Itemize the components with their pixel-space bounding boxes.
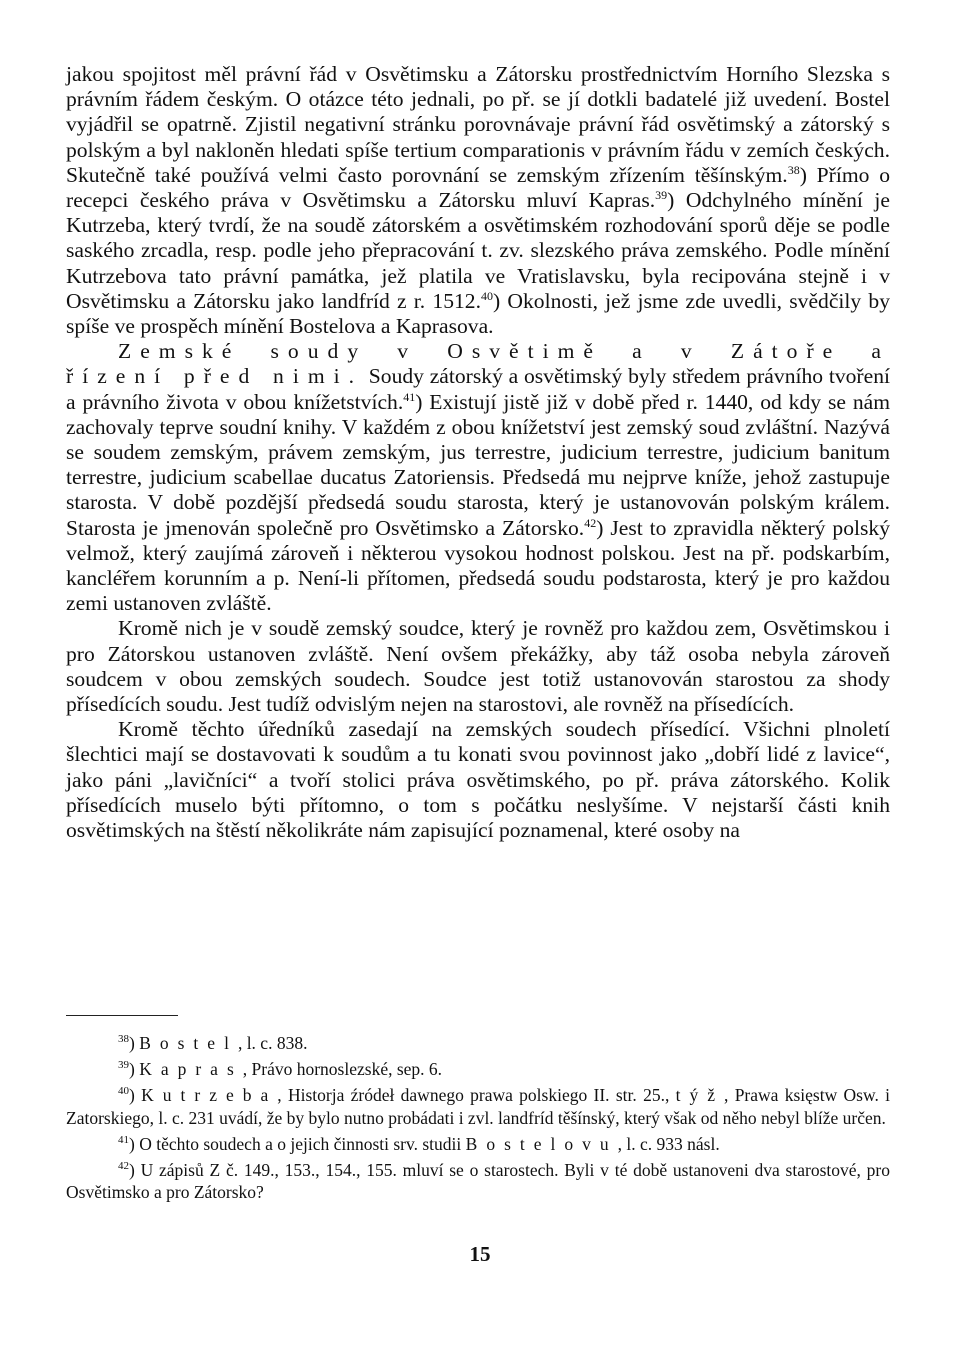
footnote-ref: 39 [118,1059,129,1072]
text-run: , Historja źródeł dawnego prawa polskiego II. str. 25., [277,1085,676,1106]
footnote-ref: 39 [655,187,668,202]
body-text [66,62,890,843]
footnote [66,1058,890,1080]
text-run: ) Odchylného mínění je Kutrzeba, který tvrdí, že na soudě zátorském a osvětimském rozhodování sporů děje se podle saského zrcadla, resp. podle jeho přepracování t. zv. slezského práva zemského. Podle mínění Kutrzebova tato právní památka, jež platila ve Vratislavsku, byla recipována stejně i v Osvětimsku a Zátorsku jako landfríd z r. 1512. [66,188,890,313]
spaced-emphasis: Bostelovu [465,1133,618,1154]
text-run: , Prawa księstw Osw. i Zatorskiego, l. c. 231 uvádí, že by bylo nutno probádati i zvl. landfríd těšínský, který však od něho nebyl blíže určen. [66,1085,891,1128]
paragraph [66,717,890,843]
footnote [66,1159,890,1203]
text-run: ) [129,1085,142,1106]
paragraph [66,616,890,717]
footnote-ref: 41 [403,389,416,404]
text-run: ) Existují jistě již v době před r. 1440, od kdy se nám zachovaly teprve soudní knihy. V každém z obou knížetství jest zemský soud zvláštní. Nazývá se soudem zemským, právem zemským, jus terrestre, judicium terrestre, judicium banitum terrestre, judicium scabellae ducatus Zatoriensis. Předsedá mu nejprve kníže, jehož zastupuje starosta. V době pozdější předsedá soudu starosta, který je ustanovován polským králem. Starosta je jmenován společně pro Osvětimsko a Zátorsko. [66,389,890,540]
footnote-ref: 41 [118,1133,129,1146]
footnote-ref: 42 [118,1160,129,1173]
text-run: Kromě nich je v soudě zemský soudce, který je rovněž pro každou zem, Osvětimskou i pro Zátorskou ustanoven zvláště. Není ovšem překážky, aby táž osoba nebyla zároveň soudcem v obou zemských soudech. Soudce jest totiž ustanovován starostou za shody přísedících soudu. Jest tudíž odvislým nejen na starostovi, ale rovněž na přísedících. [66,616,890,717]
footnote [66,1133,890,1155]
footnote [66,1032,890,1054]
footnote-separator [66,1015,178,1016]
text-run: ) U zápisů Z č. 149., 153., 154., 155. mluví se o starostech. Byli v té době ustanoveni dva starostové, pro Osvětimsko a pro Zátorsko? [66,1160,890,1203]
spaced-emphasis: Bostel [139,1033,238,1053]
footnote-ref: 42 [584,515,597,530]
footnote-ref: 38 [787,162,800,177]
text-run: , l. c. 838. [237,1033,308,1053]
footnote-ref: 40 [481,288,493,303]
spaced-emphasis: Zemské soudy v Osvětimě a v Zátoře a řízení před nimi. [66,339,890,389]
footnote [66,1084,890,1128]
footnote-ref: 38 [118,1033,129,1046]
text-run: , l. c. 933 násl. [617,1133,720,1154]
text-run: , Právo hornoslezské, sep. 6. [242,1059,443,1080]
paragraph [66,339,890,616]
text-run: ) [129,1059,140,1080]
text-run: ) Okolnosti, jež jsme zde uvedli, svědčily by spíše ve prospěch mínění Bostelova a Kaprasova. [66,288,890,339]
text-run: jakou spojitost měl právní řád v Osvětimsku a Zátorsku prostřednictvím Horního Slezska s právním řádem českým. O otázce této jednali, po př. se jí dotkli badatelé již uvedení. Bostel vyjádřil se opatrně. Zjistil negativní stránku porovnávaje právní řád osvětimský a zátorský s polským a byl nakloněn hledati spíše tertium comparationis v právním řádu v zemích českých. Skutečně také používá velmi často porovnání se zemským zřízením těšínským. [66,62,890,187]
footnote-ref: 40 [118,1085,129,1098]
spaced-emphasis: týž [675,1085,725,1106]
page-number: 15 [469,1242,491,1266]
text-run: ) [129,1033,140,1053]
spaced-emphasis: Kapras [139,1059,243,1080]
text-run: Kromě těchto úředníků zasedají na zemských soudech přísedící. Všichni plnoletí šlechtici mají se dostavovati k soudům a tu konati svou povinnost jako „dobří lidé z lavice“, jako páni „lavičníci“ a tvoří stolici práva osvětimského, po př. práva zátorského. Kolik přísedících muselo býti přítomno, o tom s počátku neslyšíme. V nejstarší části knih osvětimských na štěstí několikráte nám zapisující poznamenal, které osoby na [66,717,890,843]
spaced-emphasis: Kutrzeba [141,1085,278,1106]
text-run: ) Přímo o recepci českého práva v Osvětimsku a Zátorsku mluví Kapras. [66,162,891,213]
text-run: Soudy zátorský a osvětimský byly středem právního tvoření a právního života v obou knížetstvích. [66,364,890,414]
footnotes [66,1032,890,1207]
text-run: ) Jest to zpravidla některý polský velmož, který zaujímá zároveň i některou vysokou hodnost polskou. Jest na př. podskarbím, kancléřem korunním a p. Není-li přítomen, předsedá soudu podstarosta, který je pro každou zemi ustanoven zvláště. [66,515,891,616]
paragraph [66,62,890,339]
text-run: ) O těchto soudech a o jejich činnosti srv. studii [129,1133,466,1154]
